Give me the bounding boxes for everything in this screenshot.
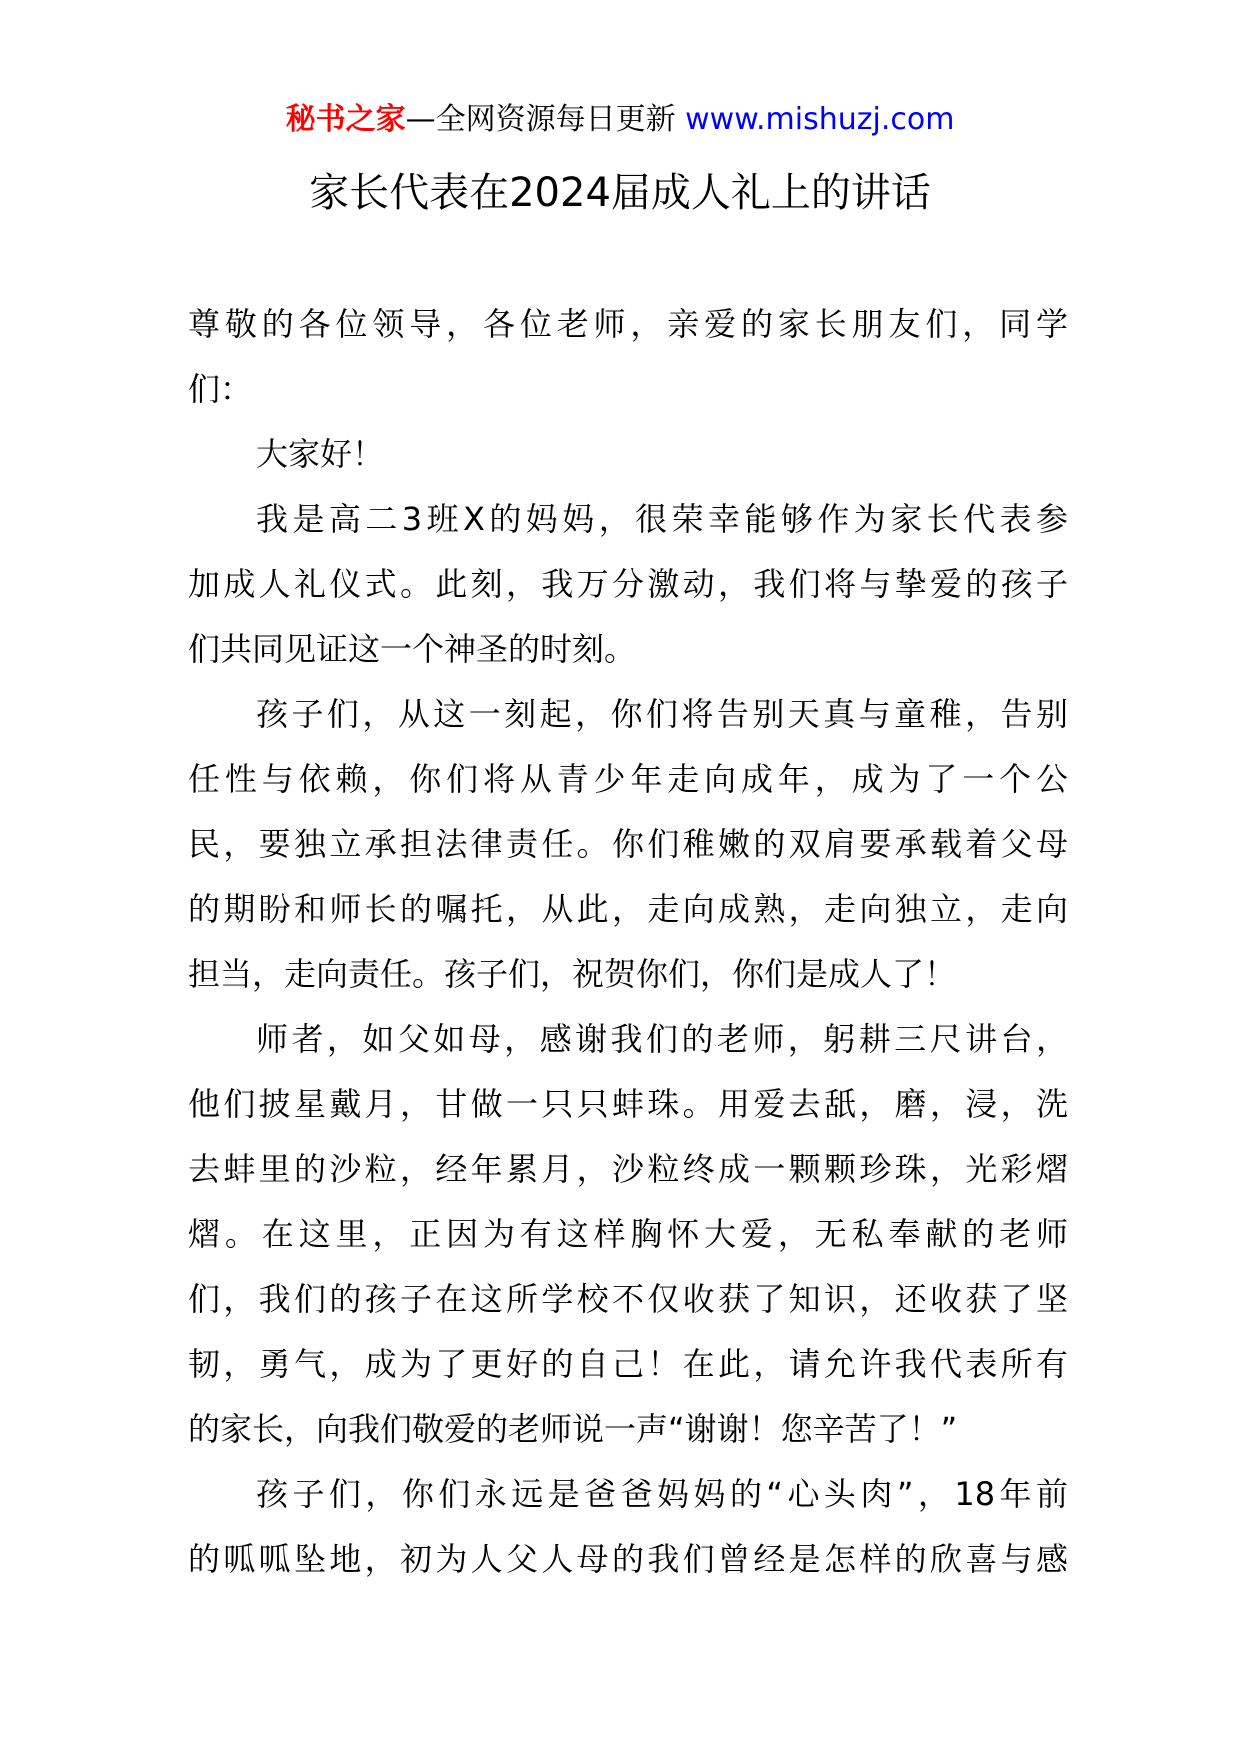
document-title: 家长代表在2024届成人礼上的讲话: [309, 170, 931, 216]
text-line: 加成人礼仪式。此刻，我万分激动，我们将与挚爱的孩子: [188, 565, 1068, 603]
text-line: 任性与依赖，你们将从青少年走向成年，成为了一个公: [188, 760, 1068, 798]
text-line: 的期盼和师长的嘱托，从此，走向成熟，走向独立，走向: [188, 890, 1068, 928]
text-line: 师者，如父如母，感谢我们的老师，躬耕三尺讲台，: [256, 1020, 1068, 1058]
text-line: 我是高二3班X的妈妈，很荣幸能够作为家长代表参: [256, 500, 1068, 538]
brand-name: 秘书之家: [285, 102, 406, 137]
text-line: 们共同见证这一个神圣的时刻。: [188, 630, 637, 668]
header-tagline: —全网资源每日更新: [405, 102, 686, 137]
text-line: 去蚌里的沙粒，经年累月，沙粒终成一颗颗珍珠，光彩熠: [188, 1150, 1068, 1188]
text-line: 孩子们，你们永远是爸爸妈妈的“心头肉”，18年前: [256, 1475, 1068, 1513]
text-line: 孩子们，从这一刻起，你们将告别天真与童稚，告别: [256, 695, 1068, 733]
website-link[interactable]: www.mishuzj.com: [685, 102, 955, 137]
text-line: 大家好！: [256, 435, 385, 473]
text-line: 他们披星戴月，甘做一只只蚌珠。用爱去舐，磨，浸，洗: [188, 1085, 1068, 1123]
text-line: 担当，走向责任。孩子们，祝贺你们，你们是成人了！: [188, 955, 957, 993]
speech-body: [188, 292, 1068, 1592]
text-line: 们，我们的孩子在这所学校不仅收获了知识，还收获了坚: [188, 1280, 1068, 1318]
text-line: 的家长，向我们敬爱的老师说一声“谢谢！您辛苦了！”: [188, 1410, 958, 1448]
text-line: 熠。在这里，正因为有这样胸怀大爱，无私奉献的老师: [188, 1215, 1068, 1253]
header-banner: [0, 100, 1240, 140]
text-line: 民，要独立承担法律责任。你们稚嫩的双肩要承载着父母: [188, 825, 1068, 863]
text-line: 韧，勇气，成为了更好的自己！在此，请允许我代表所有: [188, 1345, 1068, 1383]
text-line: 的呱呱坠地，初为人父人母的我们曾经是怎样的欣喜与感: [188, 1540, 1068, 1578]
text-line: 们：: [188, 370, 253, 408]
text-line: 尊敬的各位领导，各位老师，亲爱的家长朋友们，同学: [188, 305, 1068, 343]
